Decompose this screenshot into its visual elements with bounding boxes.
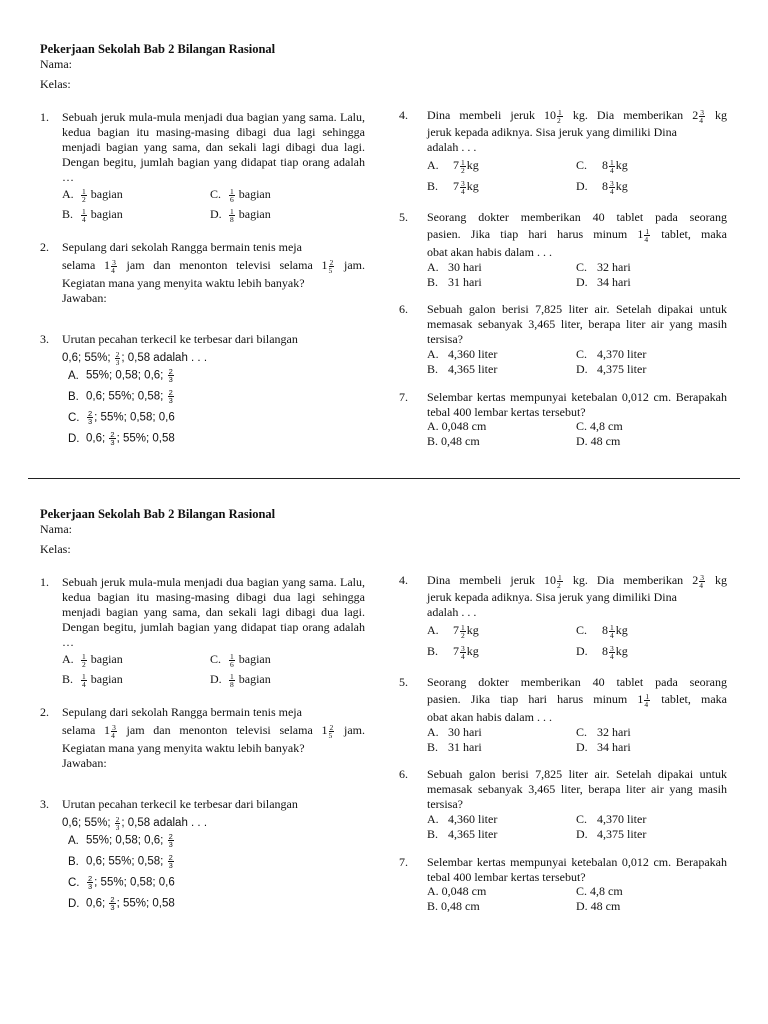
q5-option-c[interactable]: C. 32 hari [576,725,631,739]
fraction: $\frac{1}{4}$ [644,691,650,709]
q7-option-b[interactable]: B. 0,48 cm [427,899,480,913]
q5-option-c[interactable]: C. 32 hari [576,260,631,274]
worksheet-title: Pekerjaan Sekolah Bab 2 Bilangan Rasional [40,42,276,56]
q4-option-c[interactable]: C. 8 $\frac{1}{4}$ kg [576,157,628,175]
kelas-label: Kelas: [40,542,71,556]
q5-option-d[interactable]: D. 34 hari [576,275,631,289]
fraction: $\frac{1}{4}$ [644,226,650,244]
q3-option-d[interactable]: D. 0,6; $\frac{2}{3}$ ; 55%; 0,58 [68,430,175,447]
q5-option-b[interactable]: B. 31 hari [427,740,482,754]
q6-option-b[interactable]: B. 4,365 liter [427,362,498,376]
q7-option-b[interactable]: B. 0,48 cm [427,434,480,448]
fraction: $\frac{2}{5}$ [328,722,334,740]
q4-option-a[interactable]: A. 7 $\frac{1}{2}$ kg [427,157,479,175]
nama-label: Nama: [40,57,72,71]
q3-option-c[interactable]: C. $\frac{2}{3}$ ; 55%; 0,58; 0,6 [68,409,175,426]
q3-option-a[interactable]: A. 55%; 0,58; 0,6; $\frac{2}{3}$ [68,832,173,849]
fraction: $\frac{1}{6}$ [230,186,234,204]
fraction: $\frac{1}{4}$ [82,206,86,224]
q5-option-a[interactable]: A. 30 hari [427,725,482,739]
fraction: $\frac{3}{4}$ [699,107,704,125]
q1-option-a[interactable]: A. $\frac{1}{2}$ bagian [62,651,123,669]
fraction: $\frac{1}{2}$ [82,651,86,669]
q6-option-b[interactable]: B. 4,365 liter [427,827,498,841]
q4-option-a[interactable]: A. 7 $\frac{1}{2}$ kg [427,622,479,640]
fraction: $\frac{1}{4}$ [82,671,86,689]
fraction: $\frac{1}{2}$ [557,572,562,590]
q1-option-b[interactable]: B. $\frac{1}{4}$ bagian [62,206,123,224]
q7-option-c[interactable]: C. 4,8 cm [576,419,623,433]
q5-option-d[interactable]: D. 34 hari [576,740,631,754]
fraction: $\frac{2}{5}$ [328,257,334,275]
fraction: $\frac{1}{8}$ [230,671,234,689]
q5-option-b[interactable]: B. 31 hari [427,275,482,289]
q3-option-b[interactable]: B. 0,6; 55%; 0,58; $\frac{2}{3}$ [68,853,173,870]
q6-option-c[interactable]: C. 4,370 liter [576,812,647,826]
q4-option-d[interactable]: D. 8 $\frac{3}{4}$ kg [576,643,628,661]
q1-option-c[interactable]: C. $\frac{1}{6}$ bagian [210,186,271,204]
q4-option-c[interactable]: C. 8 $\frac{1}{4}$ kg [576,622,628,640]
q3-option-a[interactable]: A. 55%; 0,58; 0,6; $\frac{2}{3}$ [68,367,173,384]
q1-option-d[interactable]: D. $\frac{1}{8}$ bagian [210,671,271,689]
q7-option-d[interactable]: D. 48 cm [576,434,621,448]
fraction: $\frac{3}{4}$ [111,257,116,275]
q1-option-d[interactable]: D. $\frac{1}{8}$ bagian [210,206,271,224]
q7-option-a[interactable]: A. 0,048 cm [427,419,487,433]
fraction: $\frac{1}{2}$ [82,186,86,204]
q3-option-c[interactable]: C. $\frac{2}{3}$ ; 55%; 0,58; 0,6 [68,874,175,891]
page-divider [28,478,740,479]
question-1-text: Sebuah jeruk mula-mula menjadi dua bagian yang sama. Lalu, kedua bagian itu masing-masing dibagi dua lagi sehingga menjadi bagian yang sama, dan sekali lagi dibagi dua lagi. Dengan begitu, jumlah bagian yang didapat tiap orang adalah … [62,575,365,649]
worksheet-title: Pekerjaan Sekolah Bab 2 Bilangan Rasional [40,507,276,521]
q4-option-d[interactable]: D. 8 $\frac{3}{4}$ kg [576,178,628,196]
q4-option-b[interactable]: B. 7 $\frac{3}{4}$ kg [427,178,479,196]
q7-option-d[interactable]: D. 48 cm [576,899,621,913]
answer-label: Jawaban: [62,755,107,770]
q5-option-a[interactable]: A. 30 hari [427,260,482,274]
fraction: $\frac{2}{3}$ [115,349,120,367]
q4-option-b[interactable]: B. 7 $\frac{3}{4}$ kg [427,643,479,661]
fraction: $\frac{2}{3}$ [115,814,120,832]
kelas-label: Kelas: [40,77,71,91]
q3-option-d[interactable]: D. 0,6; $\frac{2}{3}$ ; 55%; 0,58 [68,895,175,912]
q6-option-c[interactable]: C. 4,370 liter [576,347,647,361]
q1-option-b[interactable]: B. $\frac{1}{4}$ bagian [62,671,123,689]
q1-option-a[interactable]: A. $\frac{1}{2}$ bagian [62,186,123,204]
q7-option-a[interactable]: A. 0,048 cm [427,884,487,898]
question-1-text: Sebuah jeruk mula-mula menjadi dua bagian yang sama. Lalu, kedua bagian itu masing-masing dibagi dua lagi sehingga menjadi bagian yang sama, dan sekali lagi dibagi dua lagi. Dengan begitu, jumlah bagian yang didapat tiap orang adalah … [62,110,365,184]
fraction: $\frac{1}{2}$ [557,107,562,125]
question-number: 1. [40,110,49,124]
q6-option-d[interactable]: D. 4,375 liter [576,827,647,841]
fraction: $\frac{3}{4}$ [699,572,704,590]
question-number: 1. [40,575,49,589]
q6-option-a[interactable]: A. 4,360 liter [427,347,498,361]
q1-option-c[interactable]: C. $\frac{1}{6}$ bagian [210,651,271,669]
fraction: $\frac{1}{8}$ [230,206,234,224]
answer-label: Jawaban: [62,290,107,305]
q3-option-b[interactable]: B. 0,6; 55%; 0,58; $\frac{2}{3}$ [68,388,173,405]
q6-option-d[interactable]: D. 4,375 liter [576,362,647,376]
nama-label: Nama: [40,522,72,536]
q6-option-a[interactable]: A. 4,360 liter [427,812,498,826]
fraction: $\frac{1}{6}$ [230,651,234,669]
fraction: $\frac{3}{4}$ [111,722,116,740]
q7-option-c[interactable]: C. 4,8 cm [576,884,623,898]
